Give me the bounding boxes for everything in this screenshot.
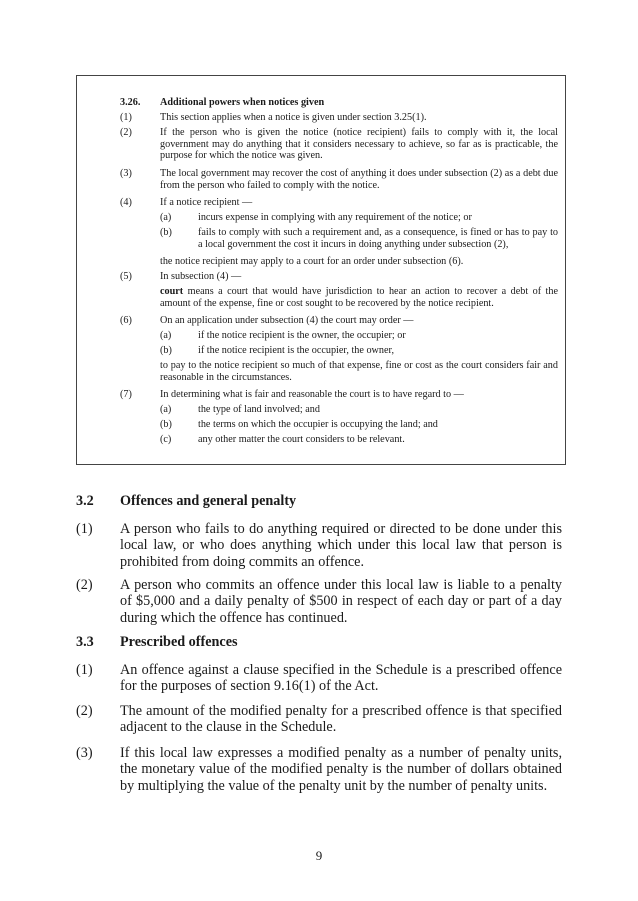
subclause-label: (b)	[160, 345, 172, 356]
clause-number: (7)	[120, 389, 132, 400]
clause-number: (3)	[76, 745, 93, 761]
clause-number: (4)	[120, 197, 132, 208]
clause-number: (2)	[76, 703, 93, 719]
clause-text: In subsection (4) —	[160, 271, 242, 282]
subclause-text: if the notice recipient is the occupier, the owner,	[198, 345, 395, 356]
section-number: 3.2	[76, 493, 94, 509]
clause-text: If a notice recipient —	[160, 197, 253, 208]
clause-tail: to pay to the notice recipient so much of that expense, fine or cost as the court considers fair and reasonable in the circumstances.	[160, 360, 558, 383]
page-number: 9	[315, 848, 323, 863]
clause-text: An offence against a clause specified in the Schedule is a prescribed offence for the purposes of section 9.16(1) of the Act.	[120, 662, 562, 695]
subclause-text: any other matter the court considers to be relevant.	[198, 434, 405, 445]
clause-text: The amount of the modified penalty for a prescribed offence is that specified adjacent to the clause in the Schedule.	[120, 703, 562, 736]
section-title: Offences and general penalty	[120, 493, 297, 509]
subclause-label: (b)	[160, 227, 172, 238]
clause-text: If this local law expresses a modified penalty as a number of penalty units, the monetary value of the modified penalty is the number of dollars obtained by multiplying the value of the penalty unit by the number of penalty units.	[120, 745, 562, 794]
definition-text: means a court that would have jurisdiction to hear an action to recover a debt of the amount of the expense, fine or cost sought to be recovered by the notice recipient.	[160, 286, 558, 309]
clause-text: A person who fails to do anything required or directed to be done under this local law, or who does anything which under this local law that person is prohibited from doing commits an offence.	[120, 521, 562, 570]
subclause-label: (a)	[160, 404, 172, 415]
clause-text: The local government may recover the cost of anything it does under subsection (2) as a debt due from the person who failed to comply with the notice.	[160, 168, 558, 191]
clause-number: (3)	[120, 168, 132, 179]
defined-term: court	[160, 286, 184, 297]
clause-number: (1)	[76, 662, 93, 678]
definition	[160, 286, 558, 309]
clause-text: In determining what is fair and reasonable the court is to have regard to —	[160, 389, 464, 400]
subclause-label: (a)	[160, 212, 172, 223]
subclause-text: the terms on which the occupier is occupying the land; and	[198, 419, 438, 430]
subclause-text: incurs expense in complying with any requirement of the notice; or	[198, 212, 472, 223]
section-title: Prescribed offences	[120, 634, 238, 650]
section-number: 3.26.	[120, 97, 141, 108]
clause-number: (2)	[120, 127, 132, 138]
clause-number: (2)	[76, 577, 93, 593]
clause-text: On an application under subsection (4) the court may order —	[160, 315, 414, 326]
clause-text: If the person who is given the notice (notice recipient) fails to comply with it, the local government may do anything that it considers necessary to achieve, so far as is practicable, the purpose for which the notice was given.	[160, 127, 558, 162]
section-number: 3.3	[76, 634, 94, 650]
clause-tail: the notice recipient may apply to a court for an order under subsection (6).	[160, 256, 464, 267]
clause-text: This section applies when a notice is given under section 3.25(1).	[160, 112, 427, 123]
clause-number: (1)	[76, 521, 93, 537]
subclause-label: (a)	[160, 330, 172, 341]
clause-text: A person who commits an offence under this local law is liable to a penalty of $5,000 and a daily penalty of $500 in respect of each day or part of a day during which the offence has continued.	[120, 577, 562, 626]
section-title: Additional powers when notices given	[160, 97, 325, 108]
clause-number: (5)	[120, 271, 132, 282]
clause-number: (1)	[120, 112, 132, 123]
subclause-label: (c)	[160, 434, 172, 445]
subclause-text: fails to comply with such a requirement and, as a consequence, is fined or has to pay to a local government the cost it incurs in doing anything under subsection (2),	[198, 227, 558, 250]
subclause-text: the type of land involved; and	[198, 404, 320, 415]
subclause-text: if the notice recipient is the owner, the occupier; or	[198, 330, 406, 341]
subclause-label: (b)	[160, 419, 172, 430]
clause-number: (6)	[120, 315, 132, 326]
